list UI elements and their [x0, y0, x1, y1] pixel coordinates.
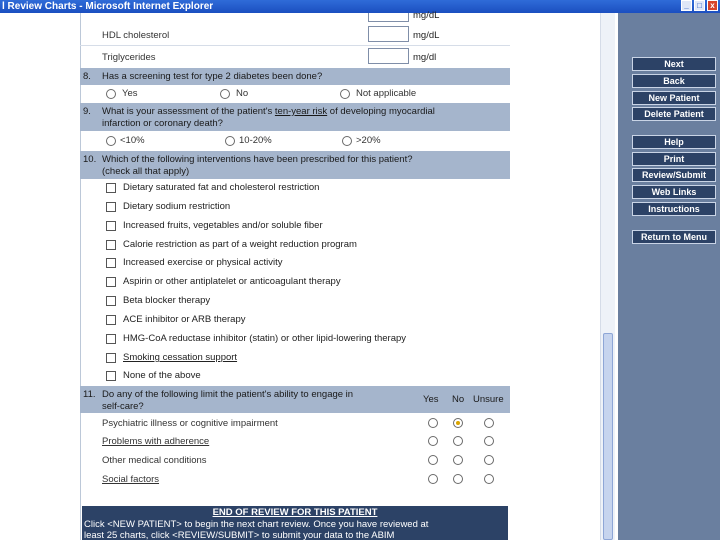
help-button[interactable]: Help	[632, 135, 716, 149]
q9-10-20-radio[interactable]	[225, 136, 235, 146]
window-controls	[681, 0, 718, 11]
q10-checkbox-saturated-fat[interactable]	[106, 183, 116, 193]
q10-label: Calorie restriction as part of a weight reduction program	[123, 239, 357, 250]
hdl-field[interactable]	[368, 26, 409, 42]
problems-adherence-link[interactable]: Problems with adherence	[102, 436, 210, 447]
hdl-label: HDL cholesterol	[102, 30, 170, 41]
q11-row1-unsure-radio[interactable]	[484, 418, 494, 428]
q9-under-10-radio[interactable]	[106, 136, 116, 146]
end-of-review-banner	[82, 506, 508, 540]
question-number: 10.	[83, 154, 97, 165]
q10-checkbox-ace[interactable]	[106, 315, 116, 325]
maximize-icon[interactable]: □	[694, 0, 705, 11]
page-gap	[510, 13, 600, 540]
scrollbar-thumb[interactable]	[603, 333, 613, 540]
q10-checkbox-calorie[interactable]	[106, 240, 116, 250]
q10-label: Aspirin or other antiplatelet or anticoagulant therapy	[123, 276, 341, 287]
end-of-review-text-2: least 25 charts, click <REVIEW/SUBMIT> to submit your data to the ABIM	[84, 530, 395, 540]
q8-no-radio[interactable]	[220, 89, 230, 99]
q11-row2-no-radio[interactable]	[453, 436, 463, 446]
ten-year-risk-link[interactable]: ten-year risk	[274, 106, 328, 117]
q8-not-applicable-radio[interactable]	[340, 89, 350, 99]
q9-10-20-label: 10-20%	[239, 135, 272, 146]
q8-yes-label: Yes	[122, 88, 138, 99]
q11-row1-yes-radio[interactable]	[428, 418, 438, 428]
triglycerides-field[interactable]	[368, 48, 409, 64]
question-text: Which of the following interventions have been prescribed for this patient?	[102, 154, 413, 165]
q8-yes-radio[interactable]	[106, 89, 116, 99]
question-text-line2: (check all that apply)	[102, 166, 190, 177]
q10-label: Dietary sodium restriction	[123, 201, 231, 212]
q10-label: ACE inhibitor or ARB therapy	[123, 314, 246, 325]
total-cholesterol-field[interactable]	[368, 13, 409, 22]
q10-label: None of the above	[123, 370, 201, 381]
q10-checkbox-sodium[interactable]	[106, 202, 116, 212]
q11-row2-unsure-radio[interactable]	[484, 436, 494, 446]
triglycerides-unit: mg/dl	[413, 52, 437, 63]
end-of-review-title: END OF REVIEW FOR THIS PATIENT	[212, 507, 378, 518]
q10-checkbox-none[interactable]	[106, 371, 116, 381]
q11-row-label: Other medical conditions	[102, 455, 207, 466]
q10-label: Dietary saturated fat and cholesterol restriction	[123, 182, 320, 193]
q10-checkbox-statin[interactable]	[106, 334, 116, 344]
back-button[interactable]: Back	[632, 74, 716, 88]
col-header-yes: Yes	[423, 394, 439, 405]
q9-over-20-label: >20%	[356, 135, 381, 146]
q10-label: Increased fruits, vegetables and/or soluble fiber	[123, 220, 323, 231]
q11-row4-yes-radio[interactable]	[428, 474, 438, 484]
col-header-unsure: Unsure	[473, 394, 504, 405]
col-header-no: No	[452, 394, 465, 405]
question-11-header	[80, 386, 510, 413]
question-9-header	[80, 103, 510, 131]
q11-row1-no-radio[interactable]	[453, 418, 463, 428]
question-text-line2: infarction or coronary death?	[102, 118, 223, 129]
hdl-unit: mg/dL	[413, 30, 440, 41]
q10-label: HMG-CoA reductase inhibitor (statin) or other lipid-lowering therapy	[123, 333, 407, 344]
question-number: 9.	[83, 106, 91, 117]
q11-row2-yes-radio[interactable]	[428, 436, 438, 446]
q10-checkbox-aspirin[interactable]	[106, 277, 116, 287]
q11-row4-no-radio[interactable]	[453, 474, 463, 484]
question-10-header	[80, 151, 510, 179]
q11-row4-unsure-radio[interactable]	[484, 474, 494, 484]
q9-over-20-radio[interactable]	[342, 136, 352, 146]
q10-label: Beta blocker therapy	[123, 295, 211, 306]
question-number: 8.	[83, 71, 91, 82]
q10-checkbox-smoking[interactable]	[106, 353, 116, 363]
q11-row3-yes-radio[interactable]	[428, 455, 438, 465]
q11-row3-unsure-radio[interactable]	[484, 455, 494, 465]
end-of-review-text: Click <NEW PATIENT> to begin the next chart review. Once you have reviewed at	[84, 519, 429, 530]
question-8-header	[80, 68, 510, 85]
window-title: l Review Charts - Microsoft Internet Explorer	[2, 1, 214, 12]
q10-checkbox-fruits[interactable]	[106, 221, 116, 231]
close-icon[interactable]: x	[707, 0, 718, 11]
vertical-scrollbar[interactable]	[600, 13, 615, 540]
q8-no-label: No	[236, 88, 249, 99]
next-button[interactable]: Next	[632, 57, 716, 71]
q9-under-10-label: <10%	[120, 135, 145, 146]
instructions-button[interactable]: Instructions	[632, 202, 716, 216]
new-patient-button[interactable]: New Patient	[632, 91, 716, 105]
q11-row3-no-radio[interactable]	[453, 455, 463, 465]
web-links-button[interactable]: Web Links	[632, 185, 716, 199]
print-button[interactable]: Print	[632, 152, 716, 166]
triglycerides-label: Triglycerides	[102, 52, 156, 63]
return-to-menu-button[interactable]: Return to Menu	[632, 230, 716, 244]
smoking-cessation-link[interactable]: Smoking cessation support	[123, 352, 238, 363]
review-submit-button[interactable]: Review/Submit	[632, 168, 716, 182]
minimize-icon[interactable]: _	[681, 0, 692, 11]
window-title-bar	[0, 0, 720, 13]
q8-not-applicable-label: Not applicable	[356, 88, 417, 99]
q10-checkbox-beta-blocker[interactable]	[106, 296, 116, 306]
q10-checkbox-exercise[interactable]	[106, 258, 116, 268]
delete-patient-button[interactable]: Delete Patient	[632, 107, 716, 121]
question-text: Has a screening test for type 2 diabetes been done?	[102, 71, 323, 82]
question-text: What is your assessment of the patient's ten-year risk of developing myocardial	[102, 106, 435, 117]
total-cholesterol-unit: mg/dL	[413, 10, 440, 21]
q10-label: Increased exercise or physical activity	[123, 257, 283, 268]
question-text: Do any of the following limit the patient's ability to engage in	[102, 389, 354, 400]
question-number: 11.	[83, 389, 96, 400]
social-factors-link[interactable]: Social factors	[102, 474, 160, 485]
divider	[80, 45, 510, 46]
left-margin	[0, 13, 80, 540]
q11-row-label: Psychiatric illness or cognitive impairment	[102, 418, 278, 429]
question-text-line2: self-care?	[102, 401, 144, 412]
